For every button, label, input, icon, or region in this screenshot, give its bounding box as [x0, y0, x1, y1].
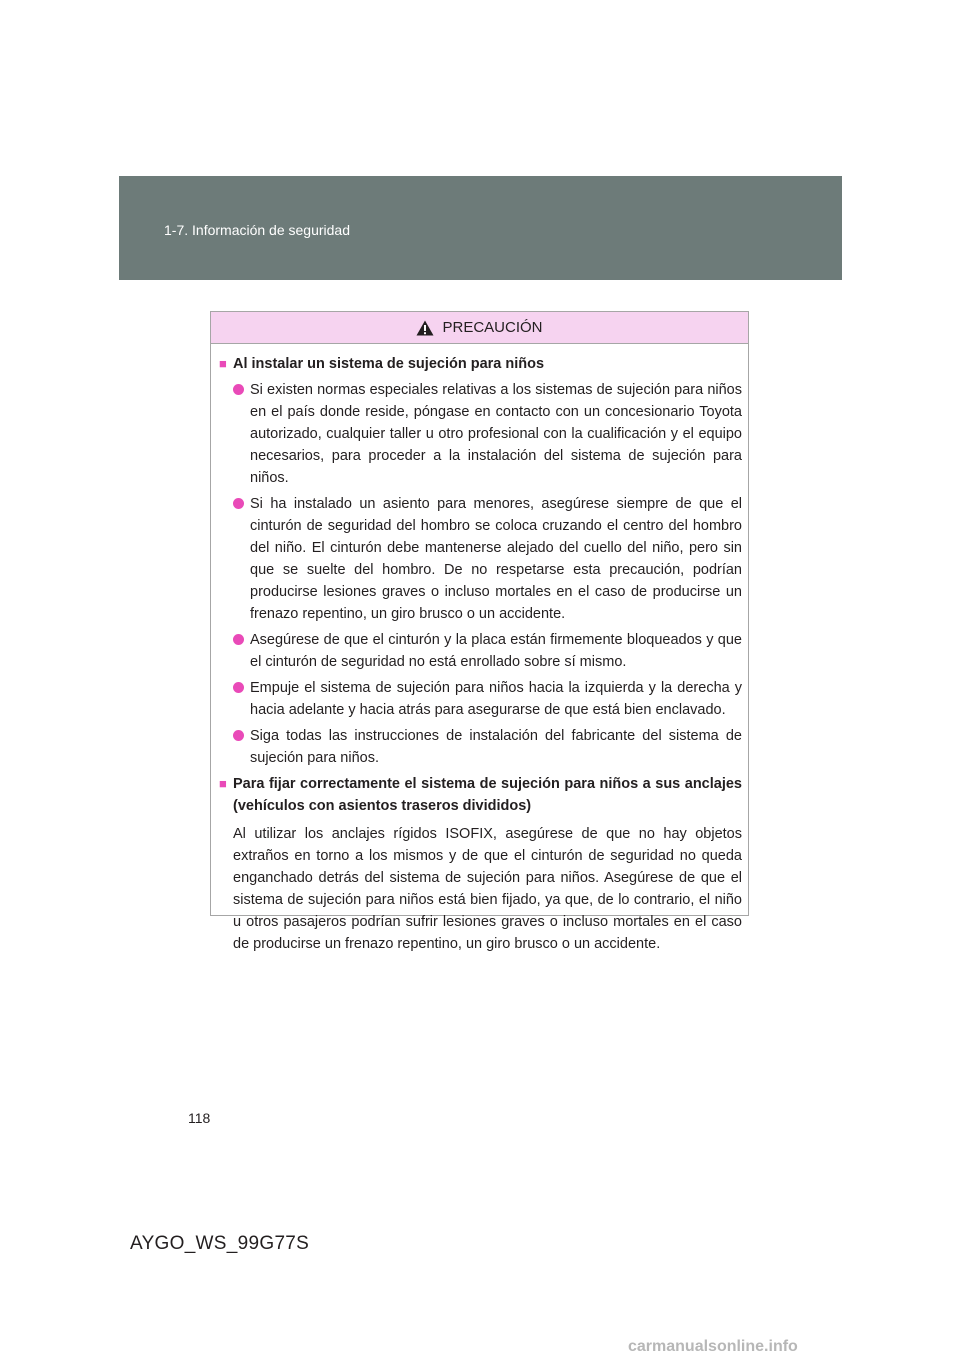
- list-item: [219, 677, 742, 721]
- page-number: 118: [188, 1110, 211, 1126]
- section-heading: [219, 353, 742, 375]
- list-item-text: Siga todas las instrucciones de instalación del fabricante del sistema de sujeción para niños.: [250, 728, 742, 766]
- section2-paragraph: Al utilizar los anclajes rígidos ISOFIX, asegúrese de que no hay objetos extraños en torno a los mismos y de que el cinturón de seguridad no queda enganchado detrás del sistema de sujeción para niños. Asegúrese de que el sistema de sujeción para niños está bien fijado, ya que, de lo contrario, el niño u otros pasajeros podrían sufrir lesiones graves o incluso mortales en el caso de producirse un frenazo repentino, un giro brusco o un accidente.: [233, 826, 742, 952]
- pink-circle-icon: [233, 725, 250, 769]
- list-item-text: Asegúrese de que el cinturón y la placa están firmemente bloqueados y que el cinturón de seguridad no está enrollado sobre sí mismo.: [250, 632, 742, 670]
- pink-circle-icon: [233, 677, 250, 721]
- section2-heading: Para fijar correctamente el sistema de sujeción para niños a sus anclajes (vehículos con asientos traseros divididos): [233, 776, 742, 814]
- caution-box: [210, 311, 749, 952]
- watermark: carmanualsonline.info: [628, 1338, 798, 1355]
- caution-body: [211, 344, 748, 955]
- list-item: [219, 629, 742, 673]
- pink-square-icon: ■: [219, 356, 227, 371]
- list-item-text: Empuje el sistema de sujeción para niños hacia la izquierda y la derecha y hacia adelante y hacia atrás para asegurarse de que está bien enclavado.: [250, 680, 742, 718]
- caution-header: [211, 312, 748, 344]
- list-item: [219, 725, 742, 769]
- section-header-band: [119, 176, 842, 280]
- warning-triangle-icon: [416, 320, 434, 336]
- section-title: 1-7. Información de seguridad: [164, 222, 350, 238]
- list-item: [219, 493, 742, 625]
- pink-circle-icon: [233, 379, 250, 489]
- pink-square-icon: ■: [219, 776, 227, 791]
- pink-circle-icon: [233, 629, 250, 673]
- list-item-text: Si existen normas especiales relativas a los sistemas de sujeción para niños en el país donde reside, póngase en contacto con un concesionario Toyota autorizado, cualquier taller u otro profesional con la cualificación y el equipo necesarios, para proceder a la instalación del sistema de sujeción para niños.: [250, 382, 742, 486]
- list-item-text: Si ha instalado un asiento para menores, asegúrese siempre de que el cinturón de seguridad del hombro se coloca cruzando el centro del hombro del niño. El cinturón debe mantenerse alejado del cuello del niño, pero sin que se suelte del hombro. De no respetarse esta precaución, podrían producirse lesiones graves o incluso mortales en el caso de producirse un frenazo repentino, un giro brusco o un accidente.: [250, 496, 742, 622]
- section-heading: [219, 773, 742, 817]
- caution-title: PRECAUCIÓN: [442, 319, 543, 336]
- document-code: AYGO_WS_99G77S: [130, 1233, 310, 1254]
- list-item: [219, 379, 742, 489]
- section1-heading: Al instalar un sistema de sujeción para niños: [233, 356, 545, 372]
- pink-circle-icon: [233, 493, 250, 625]
